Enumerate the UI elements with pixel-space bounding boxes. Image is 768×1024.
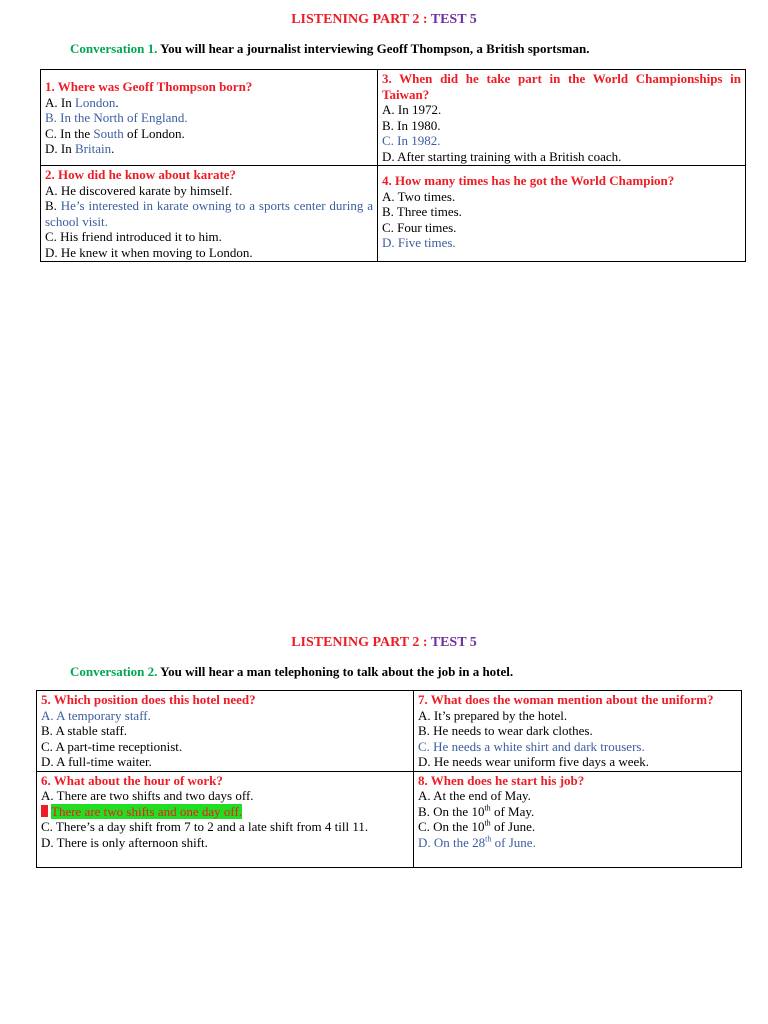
option-2a: A. He discovered karate by himself. <box>45 182 233 198</box>
option-8c: C. On the 10th of June. <box>418 818 536 834</box>
conversation-text: You will hear a man telephoning to talk about the job in a hotel. <box>160 664 514 679</box>
question-cell-2 <box>41 166 378 262</box>
question-cell-6 <box>37 771 414 867</box>
option-1d: D. In Britain. <box>45 141 115 156</box>
question-2: 2. How did he know about karate? <box>45 167 237 182</box>
question-3: 3. When did he take part in the World Championships in Taiwan? <box>382 71 741 102</box>
title-part: LISTENING PART 2 <box>291 635 420 650</box>
option-2b: B. He’s interested in karate owning to a sports center during a school visit. <box>45 198 373 229</box>
option-2d: D. He knew it when moving to London. <box>45 244 253 260</box>
question-table-1 <box>40 69 746 262</box>
question-table-2 <box>36 690 742 868</box>
page-title-1 <box>0 12 768 28</box>
option-1c: C. In the South of London. <box>45 125 185 141</box>
option-8b: B. On the 10th of May. <box>418 803 535 819</box>
option-7a: A. It’s prepared by the hotel. <box>418 707 568 723</box>
conversation-heading-2 <box>70 664 513 680</box>
title-test: TEST 5 <box>430 12 477 27</box>
conversation-text: You will hear a journalist interviewing Geoff Thompson, a British sportsman. <box>160 41 590 56</box>
option-3d: D. After starting training with a British coach. <box>382 148 622 164</box>
option-5b: B. A stable staff. <box>41 723 128 738</box>
option-8d: D. On the 28th of June. <box>418 834 536 850</box>
option-3c: C. In 1982. <box>382 133 441 148</box>
conversation-label: Conversation 1. <box>70 41 158 56</box>
option-7d: D. He needs wear uniform five days a week. <box>418 754 650 769</box>
conversation-label: Conversation 2. <box>70 664 158 679</box>
option-3b: B. In 1980. <box>382 117 441 133</box>
title-part: LISTENING PART 2 <box>291 12 420 27</box>
option-5a: A. A temporary staff. <box>41 707 151 723</box>
option-3a: A. In 1972. <box>382 102 442 117</box>
title-separator: : <box>419 12 431 27</box>
title-separator: : <box>419 635 431 650</box>
option-7b: B. He needs to wear dark clothes. <box>418 723 593 738</box>
option-4d: D. Five times. <box>382 235 456 250</box>
question-cell-7 <box>414 691 742 772</box>
question-cell-5 <box>37 691 414 772</box>
question-5: 5. Which position does this hotel need? <box>41 692 256 707</box>
option-4c: C. Four times. <box>382 219 457 235</box>
option-4a: A. Two times. <box>382 188 456 204</box>
option-6b-text: There are two shifts and one day off. <box>51 803 243 819</box>
option-6c: C. There’s a day shift from 7 to 2 and a late shift from 4 till 11. <box>41 819 369 834</box>
option-1b: B. In the North of England. <box>45 110 188 125</box>
option-8a: A. At the end of May. <box>418 788 531 803</box>
answer-marker <box>41 805 48 817</box>
question-cell-4 <box>378 166 746 262</box>
option-2c: C. His friend introduced it to him. <box>45 229 222 244</box>
title-test: TEST 5 <box>430 635 477 650</box>
option-6a: A. There are two shifts and two days off. <box>41 788 254 803</box>
question-cell-1 <box>41 70 378 166</box>
option-7c: C. He needs a white shirt and dark trousers. <box>418 738 645 754</box>
option-4b: B. Three times. <box>382 204 462 219</box>
question-8: 8. When does he start his job? <box>418 772 585 788</box>
question-cell-8 <box>414 771 742 867</box>
conversation-heading-1 <box>70 41 589 57</box>
option-1a: A. In London. <box>45 94 119 110</box>
question-4: 4. How many times has he got the World Champion? <box>382 173 675 188</box>
option-5c: C. A part-time receptionist. <box>41 738 183 754</box>
question-7: 7. What does the woman mention about the uniform? <box>418 692 714 707</box>
option-5d: D. A full-time waiter. <box>41 754 152 769</box>
page-title-2 <box>0 635 768 651</box>
question-cell-3 <box>378 70 746 166</box>
question-6: 6. What about the hour of work? <box>41 772 223 788</box>
option-6d: D. There is only afternoon shift. <box>41 834 208 850</box>
question-1: 1. Where was Geoff Thompson born? <box>45 79 253 94</box>
option-6b <box>41 804 409 820</box>
